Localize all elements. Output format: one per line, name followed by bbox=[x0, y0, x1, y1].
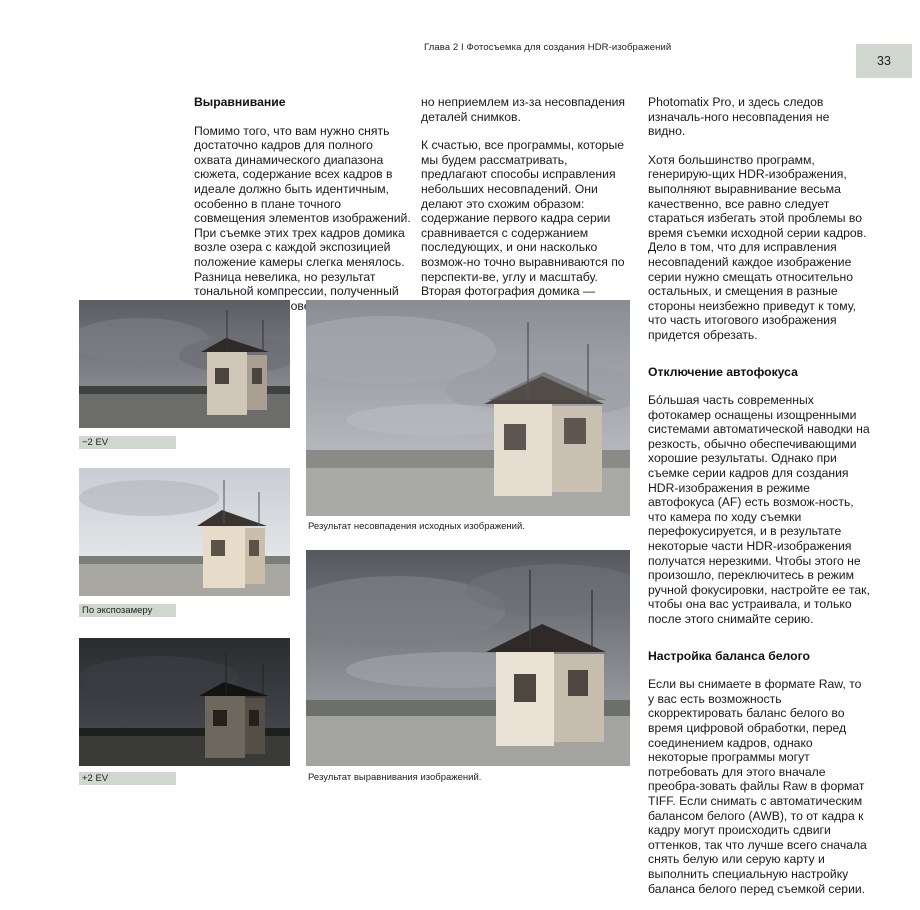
paragraph: Хотя большинство программ, генерирую-щих HDR-изображения, выполняют выравнивание весьма качественно, все равно следует стараться избегать этой проблемы во время съемки исходной серии кадров. Дело в том, что для исправления несовпадений каждое изображение серии нужно смещать относительно остальных, и смещения в разные стороны неизбежно приведут к тому, что часть итогового изображения придется обрезать. bbox=[648, 152, 867, 342]
photo-minus2ev bbox=[79, 300, 290, 428]
page-number bbox=[856, 44, 912, 78]
photo-plus2ev bbox=[79, 638, 290, 766]
caption-aligned: Результат выравнивания изображений. bbox=[308, 772, 482, 783]
text-column-1 bbox=[194, 95, 414, 327]
heading-alignment: Выравнивание bbox=[194, 95, 286, 109]
heading-white-balance: Настройка баланса белого bbox=[648, 648, 810, 663]
caption-misaligned: Результат несовпадения исходных изображений. bbox=[308, 521, 525, 532]
paragraph: Помимо того, что вам нужно снять достаточно кадров для полного охвата динамического диапазона сюжета, содержание всех кадров в идеале должно быть идентичным, особенно в плане точного совмещения элементов изображений. При съемке этих трех кадров домика возле озера с каждой экспозицией положение камеры слегка менялось. Разница невелика, но результат тональной компрессии, полученный bbox=[194, 123, 411, 299]
paragraph: но неприемлем из-за несовпадения деталей снимков. bbox=[421, 95, 626, 124]
paragraph: Photomatix Pro, и здесь следов изначаль-ного несовпадения не видно. bbox=[648, 95, 830, 139]
paragraph: Если вы снимаете в формате Raw, то у вас есть возможность скорректировать баланс белого во время цифровой обработки, перед соединением кадров, однако некоторые программы могут потребовать для этого вначале преобра-зовать файлы Raw в формат TIFF. Если снимать с автоматическим балансом белого (AWB), то от кадра к кадру могут происходить сдвиги оттенков, так что лучше всего сначала снять белую или серую карту и выполнить специальную настройку баланса белого перед съемкой серии. bbox=[648, 677, 867, 896]
text-column-3 bbox=[648, 95, 870, 910]
caption-plus2ev: +2 EV bbox=[79, 772, 176, 785]
photo-misaligned bbox=[306, 300, 630, 516]
paragraph: К счастью, все программы, которые мы будем рассматривать, предлагают способы исправления небольших несовпадений. Они делают это схожим образом: содержание первого кадра серии сравнивается с содержанием последующих, и они насколько возмож-но точно выравниваются по перспекти-ве, углу и масштабу. Вторая фотография домика — bbox=[421, 138, 625, 299]
heading-autofocus: Отключение автофокуса bbox=[648, 364, 798, 379]
caption-minus2ev: −2 EV bbox=[79, 436, 176, 449]
running-head: Глава 2 I Фотосъемка для создания HDR-изображений bbox=[424, 42, 672, 53]
paragraph: Бóльшая часть современных фотокамер оснащены изощренными системами автоматической наводки на резкость, обычно обеспечивающими хорошие результаты. Однако при съемке серии кадров для создания HDR-изображения в режиме автофокуса (AF) есть возмож-ность, что камера по ходу съемки перефокусируется, и в результате некоторые части HDR-изображения получатся нерезкими. Чтобы этого не произошло, переключитесь в режим ручной фокусировки, настройте ее так, чтобы она вас устраивала, и только после этого снимайте серию. bbox=[648, 393, 870, 626]
photo-aligned bbox=[306, 550, 630, 766]
page-number-text: 33 bbox=[877, 54, 891, 68]
caption-metered: По экспозамеру bbox=[79, 604, 176, 617]
photo-metered bbox=[79, 468, 290, 596]
